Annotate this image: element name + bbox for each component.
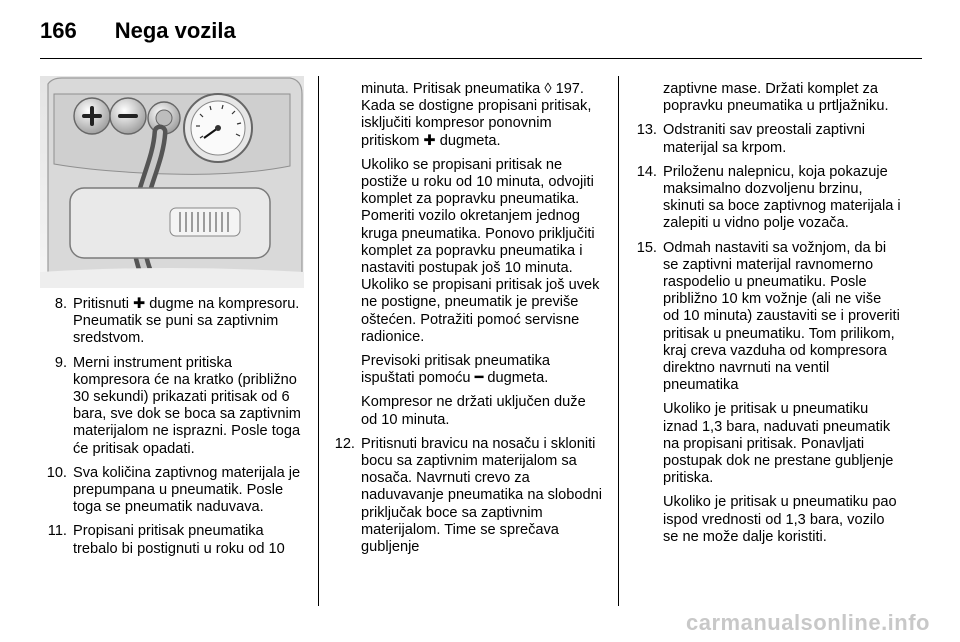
item-text: Priloženu nalepnicu, koja pokazuje maksimalno dozvoljenu brzinu, skinuti sa boce zaptivnog materijala i zalepiti u vidno polje vozača.: [663, 163, 901, 232]
list-item: [40, 465, 304, 517]
column-divider-2: [618, 76, 619, 606]
item-number: 15.: [636, 239, 657, 256]
list-item: [40, 355, 304, 458]
paragraph: Kompresor ne držati uključen duže od 10 minuta.: [361, 394, 586, 428]
item-text: Propisani pritisak pneumatika trebalo bi postignuti u roku od 10: [73, 523, 285, 557]
page-number: 166: [40, 18, 77, 43]
item-continuation: minuta. Pritisak pneumatika ◊ 197. Kada se dostigne propisani pritisak, isključiti kompresor ponovnim pritiskom ✚ dugmeta.: [361, 81, 592, 149]
item-text: Sva količina zaptivnog materijala je prepumpana u pneumatik. Posle toga se pneumatik naduvava.: [73, 464, 301, 516]
column-divider-1: [318, 76, 319, 606]
paragraph: Ukoliko se propisani pritisak ne postiže u roku od 10 minuta, odvojiti komplet za popravku pneumatika. Pomeriti vozilo okretanjem jednog kruga pneumatika. Ponovo priključiti komplet za popravku pneumatika i nastaviti postupak još 10 minuta. Ukoliko se propisani pritisak još uvek ne postigne, pneumatik je previše oštećen. Potražiti pomoć servisne radionice.: [361, 156, 600, 345]
header-rule: [40, 58, 922, 59]
column-2: [328, 81, 605, 563]
page-header: [40, 18, 236, 48]
item-text: Pritisnuti ✚ dugme na kompresoru. Pneumatik se puni sa zaptivnim sredstvom.: [73, 296, 300, 347]
page-title: Nega vozila: [114, 18, 236, 43]
item-number: 11.: [47, 523, 67, 540]
column-3: [629, 81, 901, 553]
item-number: 13.: [636, 122, 657, 139]
list-item: [40, 296, 304, 348]
item-number: 10.: [46, 464, 67, 481]
item-text: Odstraniti sav preostali zaptivni materijal sa krpom.: [663, 122, 865, 156]
item-number: 12.: [334, 435, 355, 452]
paragraph: Previsoki pritisak pneumatika ispuštati pomoću ━ dugmeta.: [361, 353, 550, 387]
item-number: 8.: [54, 296, 67, 312]
item-number: 14.: [636, 163, 657, 180]
list-item: [40, 523, 304, 557]
item-text: Odmah nastaviti sa vožnjom, da bi se zaptivni materijal ravnomerno raspodelio u pneumatiku. Posle približno 10 km vožnje (ali ne više od 10 minuta) zaustaviti se i proveriti pritisak u pneumatiku. Tom prilikom, kraj creva vazduha od kompresora direktno navrnuti na ventil pneumatika: [663, 239, 900, 394]
item-continuation: zaptivne mase. Držati komplet za popravku pneumatika u prtljažniku.: [663, 81, 889, 115]
item-number: 9.: [54, 354, 67, 371]
item-text: Merni instrument pritiska kompresora će na kratko (približno 30 sekundi) prikazati pritisak od 6 bara, sve dok se boca sa zaptivnim materijalom ne isprazni. Posle toga će pritisak opadati.: [73, 354, 301, 457]
paragraph: Ukoliko je pritisak u pneumatiku iznad 1,3 bara, naduvati pneumatik na propisani pritisak. Ponavljati postupak dok ne prestane gubljenje pritiska.: [663, 401, 894, 487]
compressor-illustration: [40, 76, 304, 288]
list-item: [629, 240, 901, 395]
item-text: Pritisnuti bravicu na nosaču i skloniti bocu sa zaptivnim materijalom sa nosača. Navrnuti crevo za naduvavanje pneumatika na slobodni priključak boce sa zaptivnim materijalom. Time se sprečava gubljenje: [361, 435, 602, 556]
column-1: [40, 296, 304, 565]
watermark: carmanualsonline.info: [686, 610, 930, 635]
list-item: [328, 436, 605, 556]
list-item: [629, 122, 901, 156]
list-item: [629, 164, 901, 233]
paragraph: Ukoliko je pritisak u pneumatiku pao ispod vrednosti od 1,3 bara, vozilo se ne može dalje koristiti.: [663, 494, 897, 545]
